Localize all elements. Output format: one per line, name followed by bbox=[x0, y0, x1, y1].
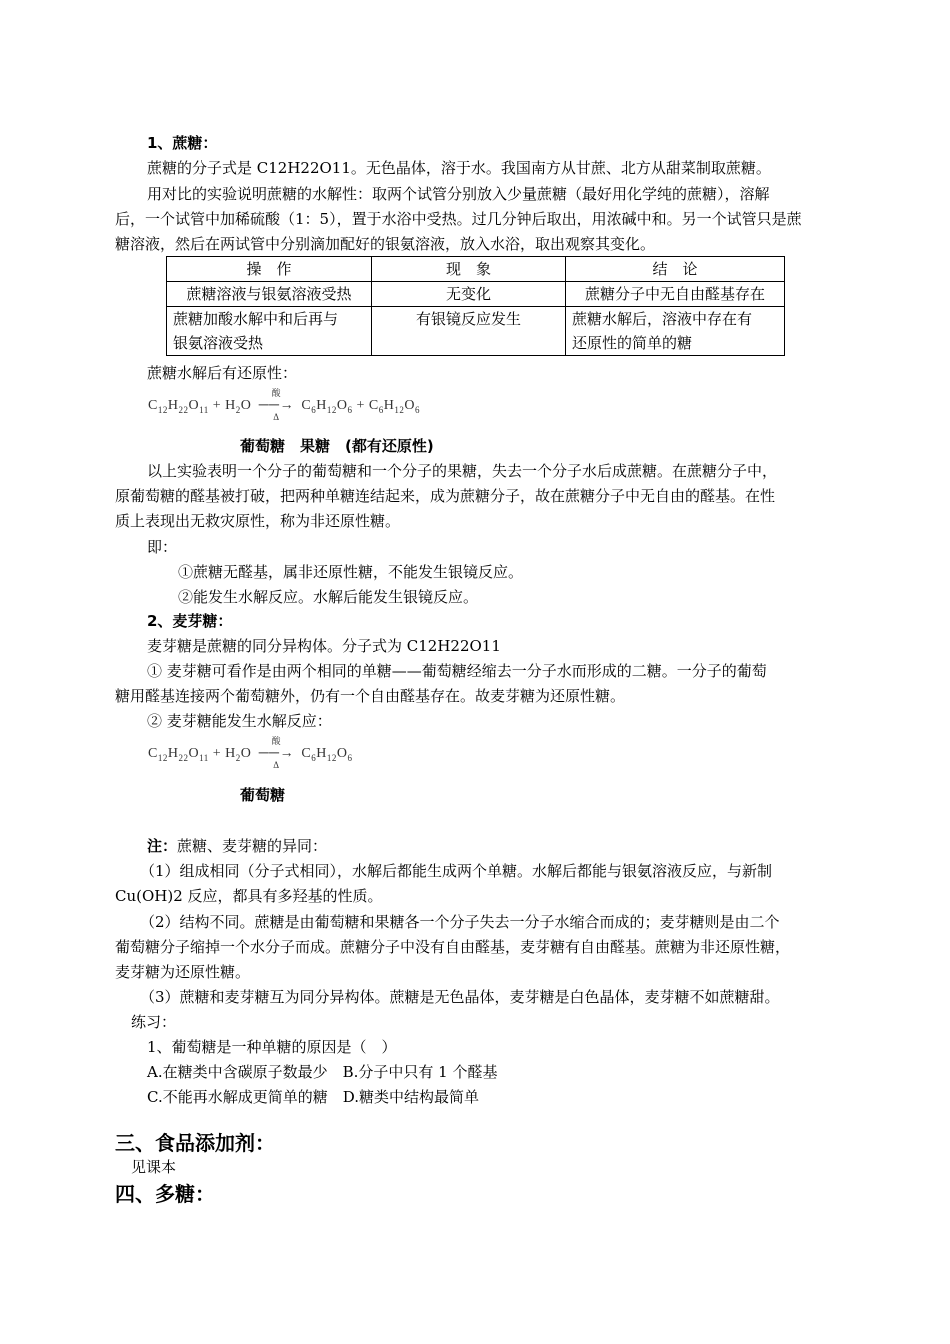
paragraph: 后，一个试管中加稀硫酸（1：5），置于水浴中受热。过几分钟后取出，用浓碱中和。另一个试管只是蔗 bbox=[115, 210, 802, 228]
list-item: ①蔗糖无醛基，属非还原性糖，不能发生银镜反应。 bbox=[178, 563, 524, 581]
reaction-arrow: 酸 ──→ Δ bbox=[258, 736, 295, 770]
table-row bbox=[167, 282, 785, 307]
section-3-title: 三、食品添加剂： bbox=[115, 1131, 275, 1155]
table-cell: 蔗糖溶液与银氨溶液受热 bbox=[167, 282, 372, 307]
paragraph: ② 麦芽糖能发生水解反应： bbox=[147, 712, 332, 730]
paragraph: 即： bbox=[147, 538, 178, 556]
paragraph: （3）蔗糖和麦芽糖互为同分异构体。蔗糖是无色晶体，麦芽糖是白色晶体，麦芽糖不如蔗糖甜。 bbox=[140, 988, 780, 1006]
table-cell: 有银镜反应发生 bbox=[372, 307, 566, 356]
note-heading: 注：蔗糖、麦芽糖的异同： bbox=[147, 837, 328, 855]
table-cell: 蔗糖加酸水解中和后再与 银氨溶液受热 bbox=[167, 307, 372, 356]
paragraph: 麦芽糖为还原性糖。 bbox=[115, 963, 251, 981]
question: 1、葡萄糖是一种单糖的原因是（ ） bbox=[147, 1038, 397, 1056]
paragraph: （1）组成相同（分子式相同），水解后都能生成两个单糖。水解后都能与银氨溶液反应，与新制 bbox=[140, 862, 773, 880]
section-2-title: 2、麦芽糖： bbox=[147, 612, 233, 630]
paragraph: ① 麦芽糖可看作是由两个相同的单糖——葡萄糖经缩去一分子水而形成的二糖。一分子的葡萄 bbox=[147, 662, 767, 680]
paragraph: （2）结构不同。蔗糖是由葡萄糖和果糖各一个分子失去一分子水缩合而成的；麦芽糖则是由二个 bbox=[140, 913, 780, 931]
paragraph: 用对比的实验说明蔗糖的水解性：取两个试管分别放入少量蔗糖（最好用化学纯的蔗糖），溶解 bbox=[147, 185, 770, 203]
hydrolysis-equation-maltose: $C_{12}H_{22}O_{11} + H_2O$ 酸 ──→ Δ $C_6H_{12}O_6$ bbox=[148, 736, 353, 770]
list-item: ②能发生水解反应。水解后能发生银镜反应。 bbox=[178, 588, 479, 606]
paragraph: Cu(OH)2 反应，都具有多羟基的性质。 bbox=[115, 887, 383, 905]
hydrolysis-equation-sucrose: $C_{12}H_{22}O_{11} + H_2O$ 酸 ──→ Δ $C_6H_{12}O_6 + C_6H_{12}O_6$ bbox=[148, 388, 420, 422]
paragraph: 蔗糖水解后有还原性： bbox=[147, 364, 298, 382]
table-row bbox=[167, 307, 785, 356]
paragraph: 糖溶液，然后在两试管中分别滴加配好的银氨溶液，放入水浴，取出观察其变化。 bbox=[115, 235, 656, 253]
table-row bbox=[167, 257, 785, 282]
section-1-title: 1、蔗糖： bbox=[147, 134, 218, 152]
equation-label: 葡萄糖 bbox=[240, 786, 286, 804]
experiment-table bbox=[166, 256, 785, 356]
equation-label: 葡萄糖 果糖 (都有还原性) bbox=[240, 437, 434, 455]
paragraph: 以上实验表明一个分子的葡萄糖和一个分子的果糖，失去一个分子水后成蔗糖。在蔗糖分子中， bbox=[147, 462, 778, 480]
paragraph: 原葡萄糖的醛基被打破，把两种单糖连结起来，成为蔗糖分子，故在蔗糖分子中无自由的醛基。在性 bbox=[115, 487, 776, 505]
exercise-label: 练习： bbox=[131, 1013, 177, 1031]
table-header: 操 作 bbox=[167, 257, 372, 282]
paragraph: 见课本 bbox=[131, 1158, 177, 1176]
table-cell: 蔗糖水解后，溶液中存在有 还原性的简单的糖 bbox=[566, 307, 785, 356]
paragraph: 蔗糖的分子式是 C12H22O11。无色晶体，溶于水。我国南方从甘蔗、北方从甜菜制取蔗糖。 bbox=[147, 159, 771, 177]
reaction-arrow: 酸 ──→ Δ bbox=[258, 388, 295, 422]
paragraph: 葡萄糖分子缩掉一个水分子而成。蔗糖分子中没有自由醛基，麦芽糖有自由醛基。蔗糖为非还原性糖， bbox=[115, 938, 791, 956]
paragraph: 糖用醛基连接两个葡萄糖外，仍有一个自由醛基存在。故麦芽糖为还原性糖。 bbox=[115, 687, 626, 705]
question-options: A.在糖类中含碳原子数最少 B.分子中只有 1 个醛基 bbox=[147, 1063, 498, 1081]
question-options: C.不能再水解成更简单的糖 D.糖类中结构最简单 bbox=[147, 1088, 479, 1106]
table-cell: 蔗糖分子中无自由醛基存在 bbox=[566, 282, 785, 307]
table-cell: 无变化 bbox=[372, 282, 566, 307]
paragraph: 质上表现出无救灾原性，称为非还原性糖。 bbox=[115, 512, 401, 530]
table-header: 结 论 bbox=[566, 257, 785, 282]
paragraph: 麦芽糖是蔗糖的同分异构体。分子式为 C12H22O11 bbox=[147, 637, 501, 655]
table-header: 现 象 bbox=[372, 257, 566, 282]
section-4-title: 四、多糖： bbox=[115, 1182, 215, 1206]
